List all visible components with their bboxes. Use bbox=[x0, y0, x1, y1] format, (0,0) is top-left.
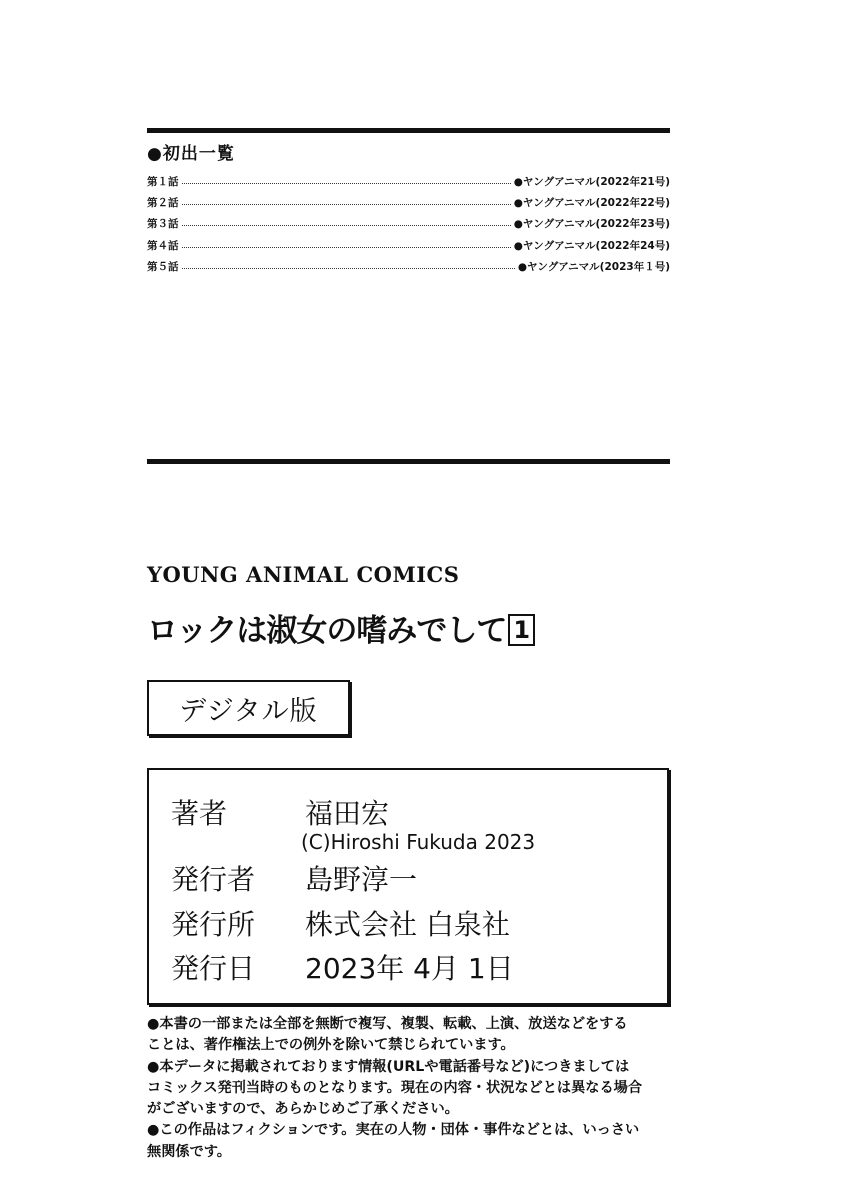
edition-badge: デジタル版 bbox=[147, 680, 350, 736]
leader-dots bbox=[182, 204, 511, 205]
publish-date: 2023年 4月 1日 bbox=[305, 952, 514, 985]
chapter-label: 第３話 bbox=[147, 218, 179, 231]
middle-divider bbox=[147, 459, 670, 464]
series-label: YOUNG ANIMAL COMICS bbox=[147, 562, 460, 587]
list-item bbox=[147, 213, 670, 234]
chapter-label: 第２話 bbox=[147, 197, 179, 210]
publisher-person-label: 発行者 bbox=[171, 863, 256, 896]
chapter-label: 第５話 bbox=[147, 260, 179, 273]
list-item bbox=[147, 235, 670, 256]
leader-dots bbox=[182, 268, 515, 269]
publisher-name: 株式会社 白泉社 bbox=[305, 908, 510, 941]
top-divider bbox=[147, 128, 670, 133]
list-item bbox=[147, 192, 670, 213]
note-line: ことは、著作権法上での例外を除いて禁じられています。 bbox=[147, 1037, 515, 1054]
leader-dots bbox=[182, 247, 511, 248]
legal-notes bbox=[147, 1014, 687, 1163]
note-line: がございますので、あらかじめご了承ください。 bbox=[147, 1101, 459, 1118]
note-line: ●本書の一部または全部を無断で複写、複製、転載、上演、放送などをする bbox=[147, 1016, 628, 1032]
magazine-source: ●ヤングアニマル(2022年23号) bbox=[513, 218, 670, 231]
first-appearance-list bbox=[147, 171, 670, 277]
leader-dots bbox=[182, 225, 511, 226]
publish-date-label: 発行日 bbox=[171, 952, 256, 985]
note-line: コミックス発刊当時のものとなります。現在の内容・状況などとは異なる場合 bbox=[147, 1079, 643, 1096]
note-line: ●この作品はフィクションです。実在の人物・団体・事件などとは、いっさい bbox=[147, 1122, 640, 1139]
leader-dots bbox=[182, 183, 511, 184]
list-item bbox=[147, 171, 670, 192]
magazine-source: ●ヤングアニマル(2023年１号) bbox=[517, 260, 670, 273]
first-appearance-heading: ●初出一覧 bbox=[147, 144, 235, 164]
publisher-person: 島野淳一 bbox=[305, 863, 418, 896]
chapter-label: 第４話 bbox=[147, 239, 179, 252]
publisher-label: 発行所 bbox=[171, 908, 256, 941]
copyright-notice: (C)Hiroshi Fukuda 2023 bbox=[301, 830, 536, 854]
colophon-box bbox=[147, 768, 669, 1005]
volume-number: 1 bbox=[508, 614, 535, 646]
note-line: ●本データに掲載されております情報(URLや電話番号など)につきましては bbox=[147, 1058, 630, 1075]
note-line: 無関係です。 bbox=[147, 1143, 231, 1160]
magazine-source: ●ヤングアニマル(2022年22号) bbox=[513, 197, 670, 210]
book-title-text: ロックは淑女の嗜みでして bbox=[147, 613, 507, 649]
book-title bbox=[147, 605, 535, 650]
magazine-source: ●ヤングアニマル(2022年21号) bbox=[513, 176, 670, 189]
chapter-label: 第１話 bbox=[147, 176, 179, 189]
author-name: 福田宏 bbox=[305, 797, 390, 830]
magazine-source: ●ヤングアニマル(2022年24号) bbox=[513, 239, 670, 252]
list-item bbox=[147, 256, 670, 277]
author-label: 著者 bbox=[171, 797, 228, 830]
